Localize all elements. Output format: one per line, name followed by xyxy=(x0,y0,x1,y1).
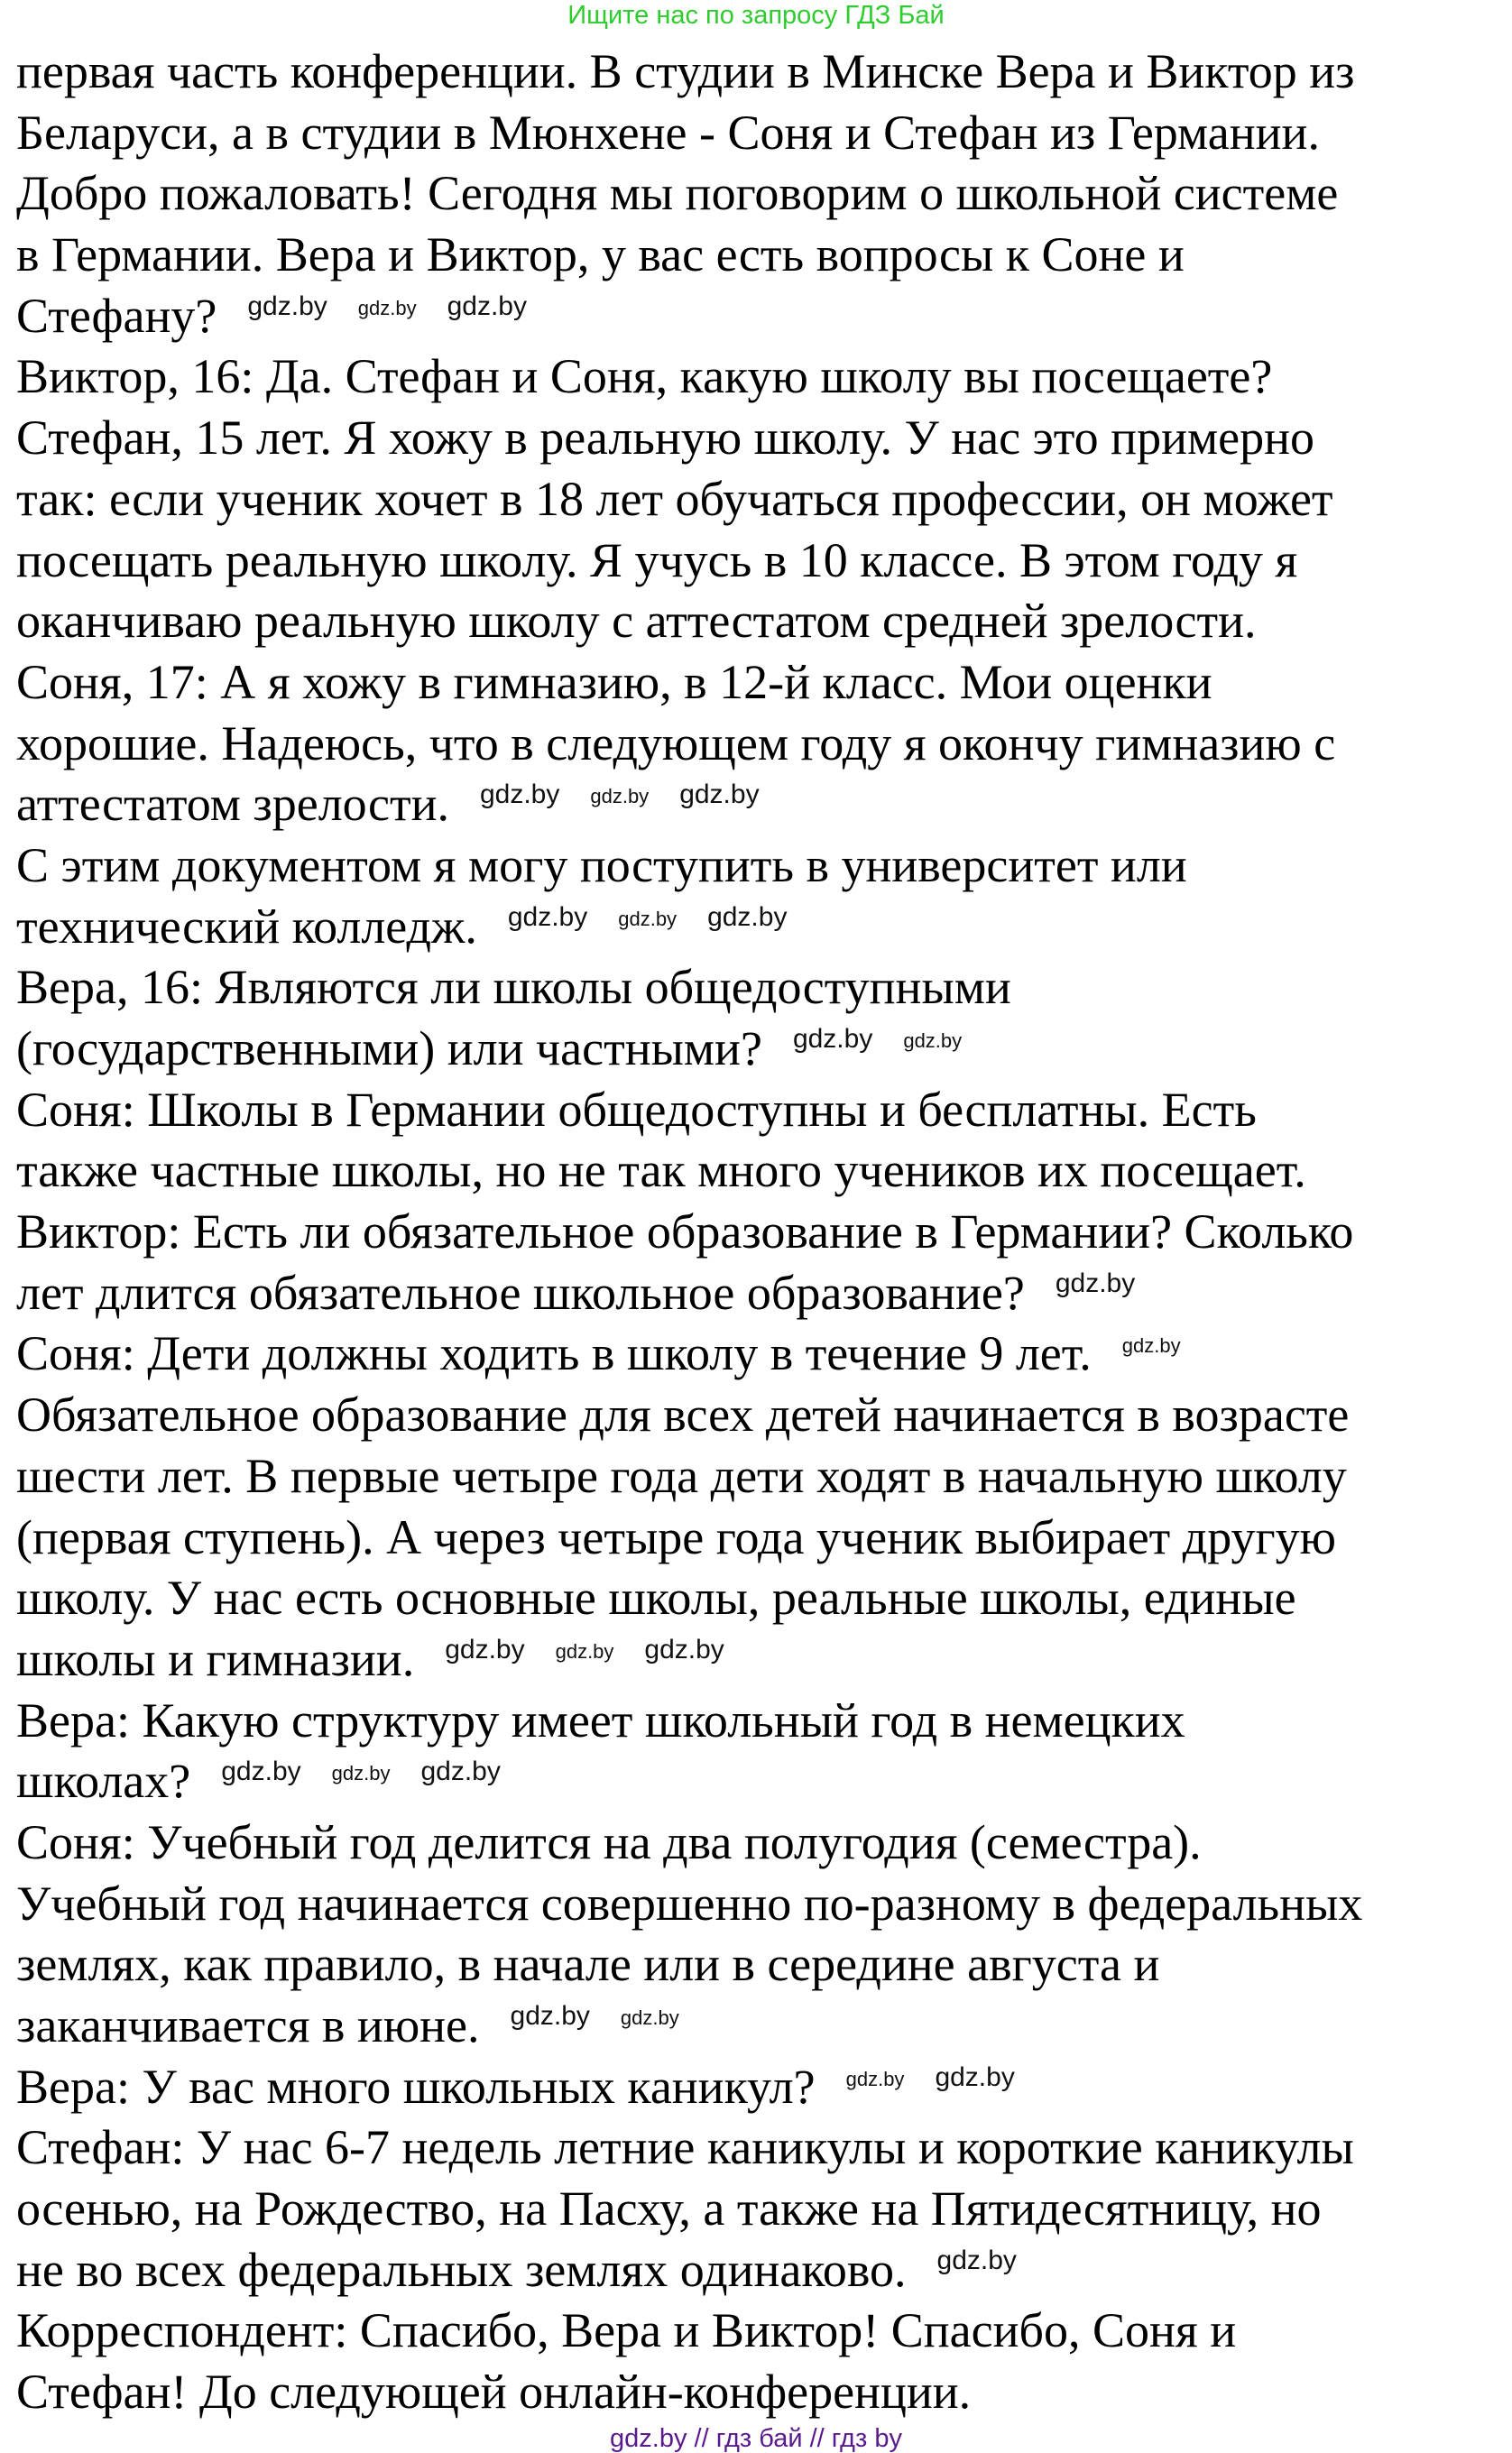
text-line xyxy=(16,41,1362,103)
text-line-content: Стефан: У нас 6-7 недель летние каникулы и короткие каникулы xyxy=(16,2120,1354,2175)
text-line xyxy=(16,163,1362,225)
watermark-label: gdz.by xyxy=(707,901,788,932)
text-line-content: Стефану? xyxy=(16,288,217,343)
watermark-label: gdz.by xyxy=(447,290,527,321)
text-line xyxy=(16,1263,1362,1324)
text-line xyxy=(16,1874,1362,1935)
text-line-content: школу. У нас есть основные школы, реальные школы, единые xyxy=(16,1571,1296,1626)
text-line xyxy=(16,1934,1362,1996)
text-line-content: посещать реальную школу. Я учусь в 10 классе. В этом году я xyxy=(16,532,1298,587)
text-line xyxy=(16,2301,1362,2362)
text-line xyxy=(16,1751,1362,1812)
text-line xyxy=(16,2362,1362,2423)
text-line xyxy=(16,1202,1362,1263)
watermark-label: gdz.by xyxy=(935,2061,1015,2092)
text-line-content: Корреспондент: Спасибо, Вера и Виктор! Спасибо, Соня и xyxy=(16,2303,1237,2358)
text-line-content: лет длится обязательное школьное образование? xyxy=(16,1265,1025,1320)
text-line-content: Стефан, 15 лет. Я хожу в реальную школу. У нас это примерно xyxy=(16,410,1315,466)
text-line-content: оканчиваю реальную школу с аттестатом средней зрелости. xyxy=(16,594,1257,649)
text-line-content: Беларуси, а в студии в Мюнхене - Соня и Стефан из Германии. xyxy=(16,105,1320,160)
watermark-label: gdz.by xyxy=(845,2067,905,2090)
text-line xyxy=(16,286,1362,347)
watermark-label: gdz.by xyxy=(590,785,650,808)
watermark-label: gdz.by xyxy=(792,1024,873,1054)
text-line xyxy=(16,530,1362,592)
text-line xyxy=(16,1508,1362,1569)
text-line xyxy=(16,897,1362,958)
text-line-content: Виктор: Есть ли обязательное образование в Германии? Сколько xyxy=(16,1204,1354,1259)
text-line xyxy=(16,1080,1362,1141)
watermark-label: gdz.by xyxy=(936,2245,1017,2275)
watermark-label: gdz.by xyxy=(247,290,327,321)
text-line-content: заканчивается в июне. xyxy=(16,1998,480,2052)
text-line-content: хорошие. Надеюсь, что в следующем году я окончу гимназию с xyxy=(16,715,1336,770)
watermark-label: gdz.by xyxy=(679,779,760,810)
text-line xyxy=(16,957,1362,1019)
watermark-label: gdz.by xyxy=(510,2001,590,2031)
watermark-label: gdz.by xyxy=(903,1029,963,1052)
watermark-label: gdz.by xyxy=(420,1757,501,1787)
text-line xyxy=(16,2117,1362,2179)
footer-watermark: gdz.by // гдз бай // гдз by xyxy=(610,2424,902,2453)
document-text xyxy=(16,41,1362,2423)
text-line xyxy=(16,103,1362,164)
text-line-content: технический колледж. xyxy=(16,899,477,954)
text-line xyxy=(16,714,1362,775)
text-line xyxy=(16,2240,1362,2301)
text-line-content: Соня: Школы в Германии общедоступны и бесплатны. Есть xyxy=(16,1082,1257,1137)
text-line-content: осенью, на Рождество, на Пасху, а также на Пятидесятницу, но xyxy=(16,2181,1322,2236)
watermark-label: gdz.by xyxy=(479,779,560,810)
text-line xyxy=(16,346,1362,408)
text-line-content: школы и гимназии. xyxy=(16,1631,415,1686)
text-line xyxy=(16,1568,1362,1629)
text-line-content: землях, как правило, в начале или в середине августа и xyxy=(16,1937,1160,1992)
text-line xyxy=(16,408,1362,469)
watermark-label: gdz.by xyxy=(221,1757,301,1787)
watermark-label: gdz.by xyxy=(445,1634,525,1665)
text-line xyxy=(16,2179,1362,2240)
text-line-content: Соня: Учебный год делится на два полугодия (семестра). xyxy=(16,1814,1202,1869)
text-line-content: первая часть конференции. В студии в Минске Вера и Виктор из xyxy=(16,44,1355,98)
text-line xyxy=(16,1140,1362,1202)
watermark-label: gdz.by xyxy=(331,1762,391,1785)
text-line xyxy=(16,1629,1362,1691)
text-line xyxy=(16,774,1362,835)
text-line xyxy=(16,225,1362,286)
text-line xyxy=(16,835,1362,897)
text-line-content: Виктор, 16: Да. Стефан и Соня, какую школу вы посещаете? xyxy=(16,349,1273,404)
text-line xyxy=(16,1019,1362,1080)
text-line-content: так: если ученик хочет в 18 лет обучаться профессии, он может xyxy=(16,471,1333,526)
text-line-content: не во всех федеральных землях одинаково. xyxy=(16,2242,907,2297)
text-line xyxy=(16,652,1362,714)
text-line-content: Вера: У вас много школьных каникул? xyxy=(16,2059,816,2114)
watermark-label: gdz.by xyxy=(620,2006,679,2029)
text-line-content: Учебный год начинается совершенно по-разному в федеральных xyxy=(16,1876,1363,1931)
text-line xyxy=(16,469,1362,530)
text-line xyxy=(16,1446,1362,1508)
text-line-content: Соня: Дети должны ходить в школу в течение 9 лет. xyxy=(16,1326,1092,1381)
text-line-content: Стефан! До следующей онлайн-конференции. xyxy=(16,2365,972,2420)
text-line-content: С этим документом я могу поступить в университет или xyxy=(16,837,1187,892)
text-line-content: (государственными) или частными? xyxy=(16,1021,762,1075)
text-line-content: (первая ступень). А через четыре года ученик выбирает другую xyxy=(16,1509,1337,1564)
text-line-content: Обязательное образование для всех детей начинается в возрасте xyxy=(16,1388,1350,1443)
text-line-content: Вера: Какую структуру имеет школьный год в немецких xyxy=(16,1692,1185,1748)
text-line-content: Соня, 17: А я хожу в гимназию, в 12-й класс. Мои оценки xyxy=(16,654,1212,709)
text-line xyxy=(16,1812,1362,1874)
watermark-label: gdz.by xyxy=(1121,1334,1181,1358)
text-line-content: аттестатом зрелости. xyxy=(16,777,449,832)
watermark-label: gdz.by xyxy=(507,901,588,932)
text-line-content: Добро пожаловать! Сегодня мы поговорим о школьной системе xyxy=(16,166,1339,221)
text-line xyxy=(16,1691,1362,1752)
search-hint-banner: Ищите нас по запросу ГДЗ Бай xyxy=(567,1,945,30)
text-line-content: шести лет. В первые четыре года дети ходят в начальную школу xyxy=(16,1448,1347,1503)
text-line-content: также частные школы, но не так много учеников их посещает. xyxy=(16,1143,1306,1198)
text-line-content: Вера, 16: Являются ли школы общедоступными xyxy=(16,960,1011,1015)
watermark-label: gdz.by xyxy=(1055,1268,1136,1298)
text-line xyxy=(16,2057,1362,2118)
text-line-content: школах? xyxy=(16,1754,191,1809)
text-line xyxy=(16,1385,1362,1446)
watermark-label: gdz.by xyxy=(357,296,417,319)
watermark-label: gdz.by xyxy=(644,1634,724,1665)
text-line-content: в Германии. Вера и Виктор, у вас есть вопросы к Соне и xyxy=(16,227,1185,282)
text-line xyxy=(16,1996,1362,2057)
watermark-label: gdz.by xyxy=(555,1639,614,1663)
text-line xyxy=(16,1323,1362,1385)
text-line xyxy=(16,591,1362,652)
watermark-label: gdz.by xyxy=(618,907,678,930)
